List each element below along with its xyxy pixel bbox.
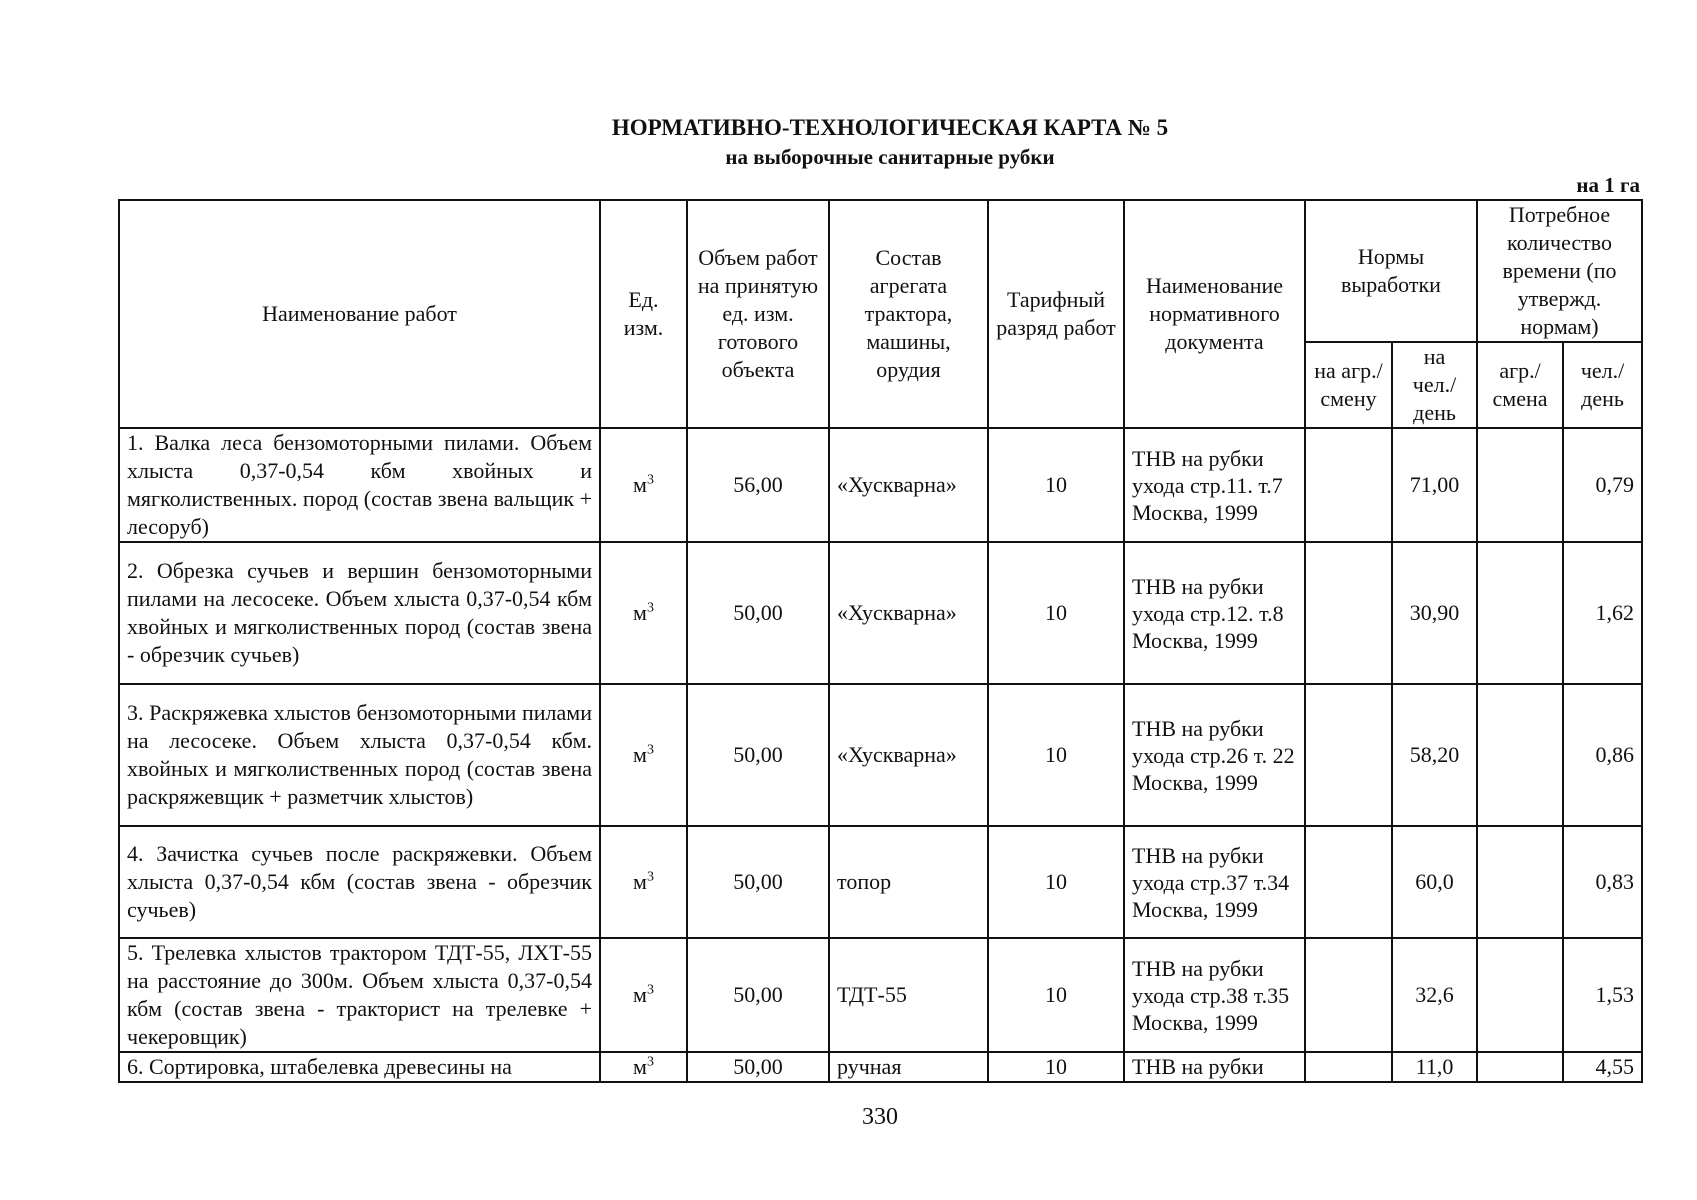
- cell-norm-agr: [1305, 684, 1392, 826]
- cell-grade: 10: [988, 684, 1124, 826]
- cell-work: 5. Трелевка хлыстов трактором ТДТ-55, ЛХТ-55 на расстояние до 300м. Объем хлыста 0,37-0,54 кбм (состав звена - тракторист на трелевке + чекеровщик): [119, 938, 600, 1052]
- cell-time-man: 4,55: [1563, 1052, 1642, 1082]
- cell-aggregate: «Хускварна»: [829, 542, 988, 684]
- cell-unit: $м^3$: [600, 428, 687, 542]
- page-subtitle: на выборочные санитарные рубки: [725, 145, 1055, 169]
- header-doc: Наименование нормативного документа: [1124, 200, 1305, 428]
- cell-time-agr: [1477, 684, 1563, 826]
- cell-grade: 10: [988, 938, 1124, 1052]
- cell-volume: 50,00: [687, 826, 829, 938]
- cell-aggregate: ручная: [829, 1052, 988, 1082]
- table-row: [119, 1052, 1642, 1082]
- cell-norm-man: 58,20: [1392, 684, 1477, 826]
- cell-norm-man: 32,6: [1392, 938, 1477, 1052]
- cell-doc: ТНВ на рубки ухода стр.38 т.35 Москва, 1999: [1124, 938, 1305, 1052]
- header-time-man: чел./ день: [1563, 342, 1642, 428]
- cell-norm-agr: [1305, 1052, 1392, 1082]
- header-unit: Ед. изм.: [600, 200, 687, 428]
- cell-time-man: 0,79: [1563, 428, 1642, 542]
- cell-norm-man: 11,0: [1392, 1052, 1477, 1082]
- cell-aggregate: топор: [829, 826, 988, 938]
- header-norms-man: на чел./ день: [1392, 342, 1477, 428]
- cell-doc: ТНВ на рубки ухода стр.12. т.8 Москва, 1999: [1124, 542, 1305, 684]
- cell-unit: $м^3$: [600, 826, 687, 938]
- header-aggregate: Состав агрегата трактора, машины, орудия: [829, 200, 988, 428]
- table-row: [119, 542, 1642, 684]
- cell-norm-man: 71,00: [1392, 428, 1477, 542]
- header-grade: Тарифный разряд работ: [988, 200, 1124, 428]
- cell-time-agr: [1477, 428, 1563, 542]
- cell-volume: 50,00: [687, 938, 829, 1052]
- cell-volume: 50,00: [687, 542, 829, 684]
- cell-time-agr: [1477, 938, 1563, 1052]
- cell-doc: ТНВ на рубки ухода стр.37 т.34 Москва, 1999: [1124, 826, 1305, 938]
- cell-aggregate: ТДТ-55: [829, 938, 988, 1052]
- cell-unit: $м^3$: [600, 938, 687, 1052]
- cell-norm-man: 60,0: [1392, 826, 1477, 938]
- cell-aggregate: «Хускварна»: [829, 428, 988, 542]
- cell-grade: 10: [988, 428, 1124, 542]
- header-time-agr: агр./ смена: [1477, 342, 1563, 428]
- cell-grade: 10: [988, 826, 1124, 938]
- cell-time-man: 0,83: [1563, 826, 1642, 938]
- cell-unit: $м^3$: [600, 684, 687, 826]
- cell-time-agr: [1477, 826, 1563, 938]
- table-row: [119, 684, 1642, 826]
- cell-time-man: 1,62: [1563, 542, 1642, 684]
- cell-doc: ТНВ на рубки ухода стр.11. т.7 Москва, 1999: [1124, 428, 1305, 542]
- cell-norm-agr: [1305, 428, 1392, 542]
- table-row: [119, 938, 1642, 1052]
- header-work: Наименование работ: [119, 200, 600, 428]
- cell-volume: 50,00: [687, 684, 829, 826]
- header-norms-agr: на агр./ смену: [1305, 342, 1392, 428]
- cell-time-man: 0,86: [1563, 684, 1642, 826]
- header-time: Потребное количество времени (по утвержд. нормам): [1477, 200, 1642, 342]
- cell-norm-agr: [1305, 826, 1392, 938]
- cell-unit: $м^3$: [600, 1052, 687, 1082]
- norm-table: [118, 199, 1643, 1083]
- cell-work: 6. Сортировка, штабелевка древесины на: [119, 1052, 600, 1082]
- table-row: [119, 428, 1642, 542]
- cell-work: 4. Зачистка сучьев после раскряжевки. Объем хлыста 0,37-0,54 кбм (состав звена - обрезчик сучьев): [119, 826, 600, 938]
- page-title: НОРМАТИВНО-ТЕХНОЛОГИЧЕСКАЯ КАРТА № 5: [611, 115, 1169, 140]
- header-norms: Нормы выработки: [1305, 200, 1477, 342]
- table-header-row: [119, 200, 1642, 342]
- header-volume: Объем работ на принятую ед. изм. готового объекта: [687, 200, 829, 428]
- cell-time-man: 1,53: [1563, 938, 1642, 1052]
- cell-work: 3. Раскряжевка хлыстов бензомоторными пилами на лесосеке. Объем хлыста 0,37-0,54 кбм. хвойных и мягколиственных пород (состав звена раскряжевщик + разметчик хлыстов): [119, 684, 600, 826]
- cell-grade: 10: [988, 1052, 1124, 1082]
- per-unit-note: на 1 га: [1576, 173, 1640, 197]
- cell-doc: ТНВ на рубки ухода стр.26 т. 22 Москва, 1999: [1124, 684, 1305, 826]
- cell-work: 1. Валка леса бензомоторными пилами. Объем хлыста 0,37-0,54 кбм хвойных и мягколиственных. пород (состав звена вальщик + лесоруб): [119, 428, 600, 542]
- cell-volume: 56,00: [687, 428, 829, 542]
- cell-doc: ТНВ на рубки: [1124, 1052, 1305, 1082]
- table-row: [119, 826, 1642, 938]
- cell-volume: 50,00: [687, 1052, 829, 1082]
- cell-time-agr: [1477, 1052, 1563, 1082]
- page-number: 330: [862, 1104, 898, 1130]
- cell-grade: 10: [988, 542, 1124, 684]
- cell-norm-agr: [1305, 938, 1392, 1052]
- cell-aggregate: «Хускварна»: [829, 684, 988, 826]
- cell-unit: $м^3$: [600, 542, 687, 684]
- cell-time-agr: [1477, 542, 1563, 684]
- cell-work: 2. Обрезка сучьев и вершин бензомоторными пилами на лесосеке. Объем хлыста 0,37-0,54 кбм хвойных и мягколиственных пород (состав звена - обрезчик сучьев): [119, 542, 600, 684]
- cell-norm-agr: [1305, 542, 1392, 684]
- cell-norm-man: 30,90: [1392, 542, 1477, 684]
